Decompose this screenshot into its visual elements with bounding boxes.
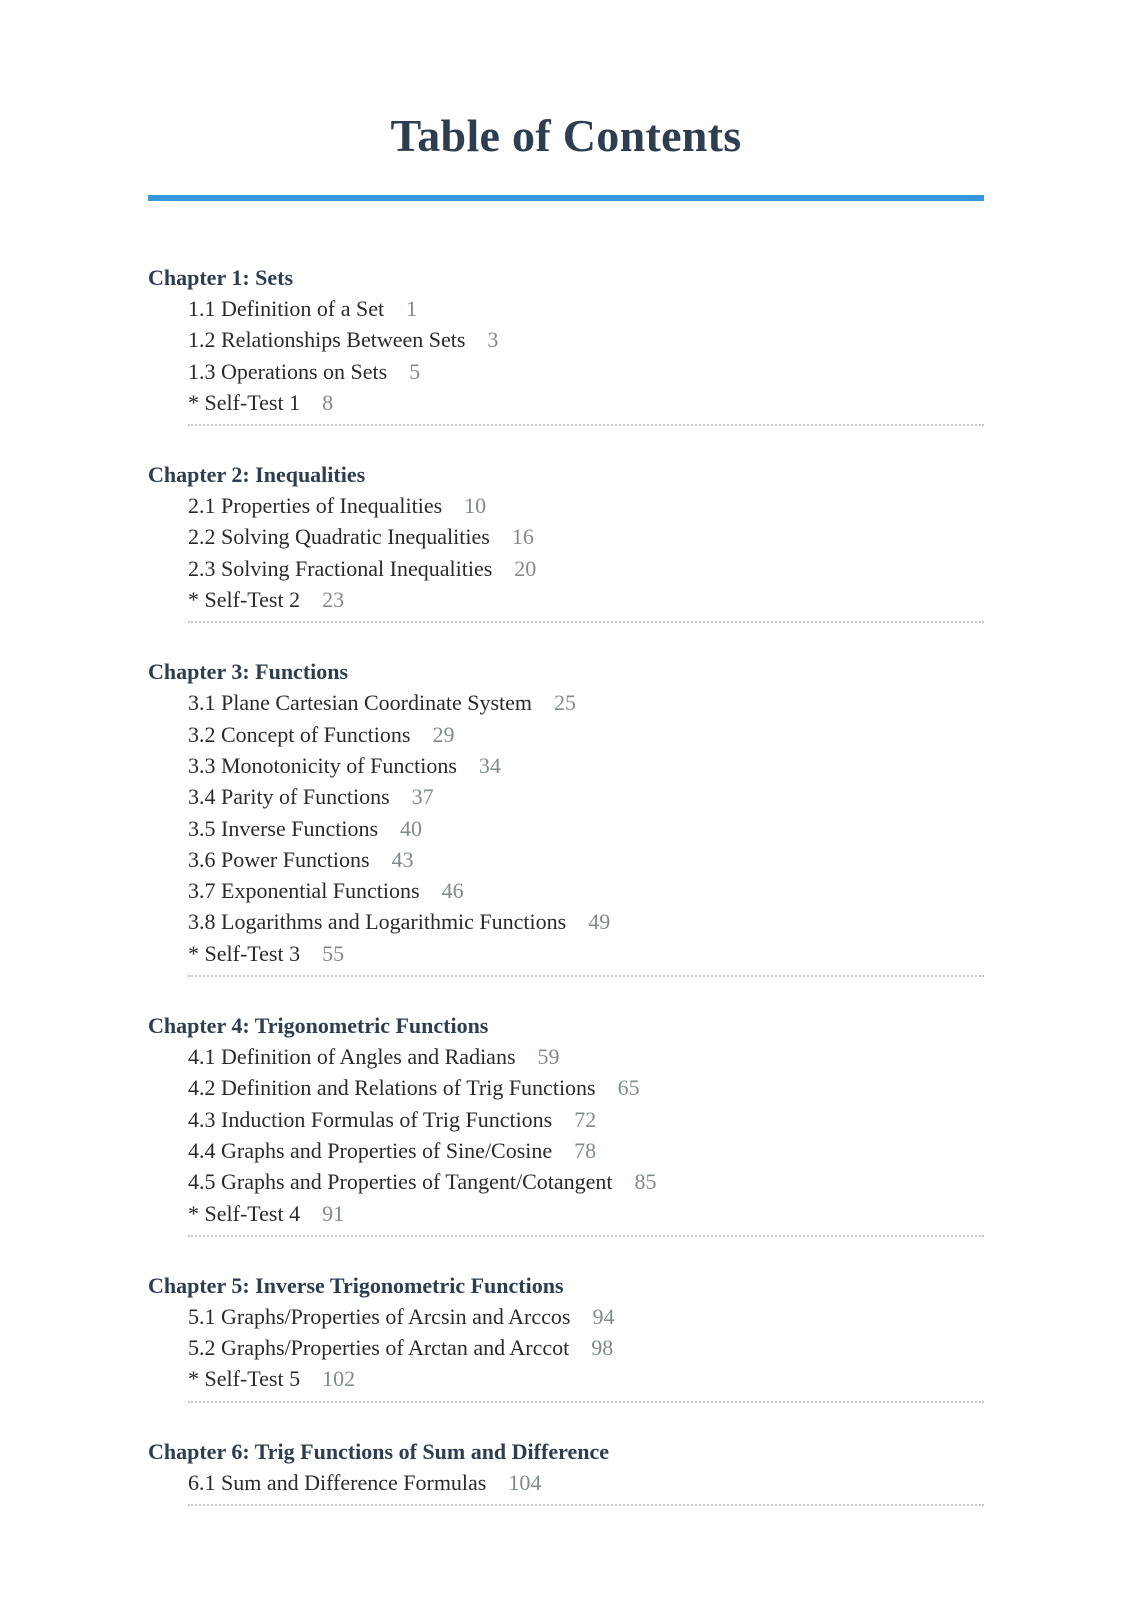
entry-label: * Self-Test 5: [188, 1366, 301, 1392]
page-number: 29: [432, 721, 455, 747]
page-number: 59: [537, 1044, 560, 1070]
chapter-2: [148, 460, 984, 623]
toc-entry[interactable]: [188, 1467, 984, 1498]
page-number: 94: [592, 1303, 615, 1329]
entry-label: * Self-Test 3: [188, 940, 301, 966]
entry-label: 4.3 Induction Formulas of Trig Functions: [188, 1106, 553, 1132]
toc-entry[interactable]: [188, 387, 984, 418]
toc-entry[interactable]: [188, 584, 984, 615]
chapter-title[interactable]: Chapter 4: Trigonometric Functions: [148, 1013, 489, 1039]
entry-label: * Self-Test 4: [188, 1200, 301, 1226]
chapter-title[interactable]: Chapter 3: Functions: [148, 659, 349, 685]
page-number: 25: [554, 690, 576, 716]
page-number: 3: [487, 327, 499, 353]
toc-entry[interactable]: [188, 719, 984, 750]
entry-label: * Self-Test 1: [188, 389, 301, 415]
page-number: 98: [591, 1335, 614, 1361]
entry-label: 6.1 Sum and Difference Formulas: [188, 1469, 487, 1495]
page-number: 20: [514, 555, 537, 581]
chapter-entries: [188, 490, 984, 623]
toc-entry[interactable]: [188, 906, 984, 937]
toc-entry[interactable]: [188, 1072, 984, 1103]
entry-label: 3.2 Concept of Functions: [188, 721, 411, 747]
entry-label: 2.3 Solving Fractional Inequalities: [188, 555, 493, 581]
entry-label: 1.1 Definition of a Set: [188, 296, 385, 321]
entry-label: 3.6 Power Functions: [188, 846, 370, 872]
entry-label: * Self-Test 2: [188, 587, 301, 613]
page-number: 37: [411, 784, 434, 810]
page-number: 49: [588, 909, 611, 935]
page-number: 65: [617, 1075, 640, 1101]
toc-entry[interactable]: [188, 1332, 984, 1363]
entry-label: 4.1 Definition of Angles and Radians: [188, 1044, 516, 1070]
chapter-title[interactable]: Chapter 5: Inverse Trigonometric Functions: [148, 1272, 564, 1298]
entry-label: 3.1 Plane Cartesian Coordinate System: [188, 690, 532, 716]
toc-entry[interactable]: [188, 1198, 984, 1229]
toc-entry[interactable]: [188, 553, 984, 584]
page-number: 91: [322, 1200, 345, 1226]
page-number: 85: [634, 1169, 657, 1195]
toc-entry[interactable]: [188, 1363, 984, 1394]
chapter-4: [148, 1011, 984, 1237]
chapter-title[interactable]: Chapter 2: Inequalities: [148, 462, 366, 488]
toc-entry[interactable]: [188, 1135, 984, 1166]
toc-list: [148, 263, 984, 1506]
chapter-title[interactable]: Chapter 6: Trig Functions of Sum and Difference: [148, 1438, 609, 1464]
toc-entry[interactable]: [188, 938, 984, 969]
toc-page: [148, 0, 984, 1540]
toc-entry[interactable]: [188, 1301, 984, 1332]
page-title: Table of Contents: [390, 110, 742, 161]
page-number: 10: [464, 493, 487, 519]
page-number: 1: [406, 296, 418, 321]
title-divider: [148, 195, 984, 201]
page-number: 72: [574, 1106, 597, 1132]
chapter-3: [148, 657, 984, 977]
page-number: 34: [478, 752, 501, 778]
entry-label: 2.1 Properties of Inequalities: [188, 493, 443, 519]
toc-entry[interactable]: [188, 293, 984, 324]
page-number: 16: [511, 524, 534, 550]
toc-entry[interactable]: [188, 844, 984, 875]
entry-label: 4.4 Graphs and Properties of Sine/Cosine: [188, 1137, 553, 1163]
chapter-5: [148, 1271, 984, 1403]
entry-label: 4.2 Definition and Relations of Trig Functions: [188, 1075, 596, 1101]
page-number: 5: [409, 358, 421, 384]
entry-label: 1.2 Relationships Between Sets: [188, 327, 466, 353]
page-number: 104: [508, 1469, 542, 1495]
page-number: 43: [391, 846, 414, 872]
page-number: 55: [322, 940, 345, 966]
toc-entry[interactable]: [188, 813, 984, 844]
chapter-entries: [188, 293, 984, 426]
chapter-title[interactable]: Chapter 1: Sets: [148, 265, 294, 290]
toc-entry[interactable]: [188, 1104, 984, 1135]
toc-entry[interactable]: [188, 781, 984, 812]
chapter-entries: [188, 1041, 984, 1237]
chapter-6: [148, 1437, 984, 1506]
toc-entry[interactable]: [188, 687, 984, 718]
toc-entry[interactable]: [188, 750, 984, 781]
toc-entry[interactable]: [188, 1166, 984, 1197]
page-number: 78: [574, 1137, 597, 1163]
chapter-entries: [188, 1467, 984, 1506]
toc-entry[interactable]: [188, 1041, 984, 1072]
entry-label: 4.5 Graphs and Properties of Tangent/Cotangent: [188, 1169, 613, 1195]
entry-label: 3.3 Monotonicity of Functions: [188, 752, 457, 778]
page-number: 46: [441, 878, 464, 904]
chapter-entries: [188, 687, 984, 977]
entry-label: 5.2 Graphs/Properties of Arctan and Arccot: [188, 1335, 570, 1361]
page-number: 102: [322, 1366, 356, 1392]
entry-label: 5.1 Graphs/Properties of Arcsin and Arccos: [188, 1303, 571, 1329]
entry-label: 3.4 Parity of Functions: [188, 784, 390, 810]
entry-label: 3.8 Logarithms and Logarithmic Functions: [188, 909, 567, 935]
chapter-entries: [188, 1301, 984, 1403]
toc-entry[interactable]: [188, 875, 984, 906]
page-number: 23: [322, 587, 345, 613]
page-number: 40: [400, 815, 423, 841]
toc-entry[interactable]: [188, 356, 984, 387]
page-number: 8: [322, 389, 334, 415]
entry-label: 3.7 Exponential Functions: [188, 878, 420, 904]
chapter-1: [148, 263, 984, 426]
entry-label: 3.5 Inverse Functions: [188, 815, 379, 841]
toc-entry[interactable]: [188, 490, 984, 521]
toc-entry[interactable]: [188, 324, 984, 355]
entry-label: 1.3 Operations on Sets: [188, 358, 388, 384]
toc-entry[interactable]: [188, 521, 984, 552]
entry-label: 2.2 Solving Quadratic Inequalities: [188, 524, 490, 550]
